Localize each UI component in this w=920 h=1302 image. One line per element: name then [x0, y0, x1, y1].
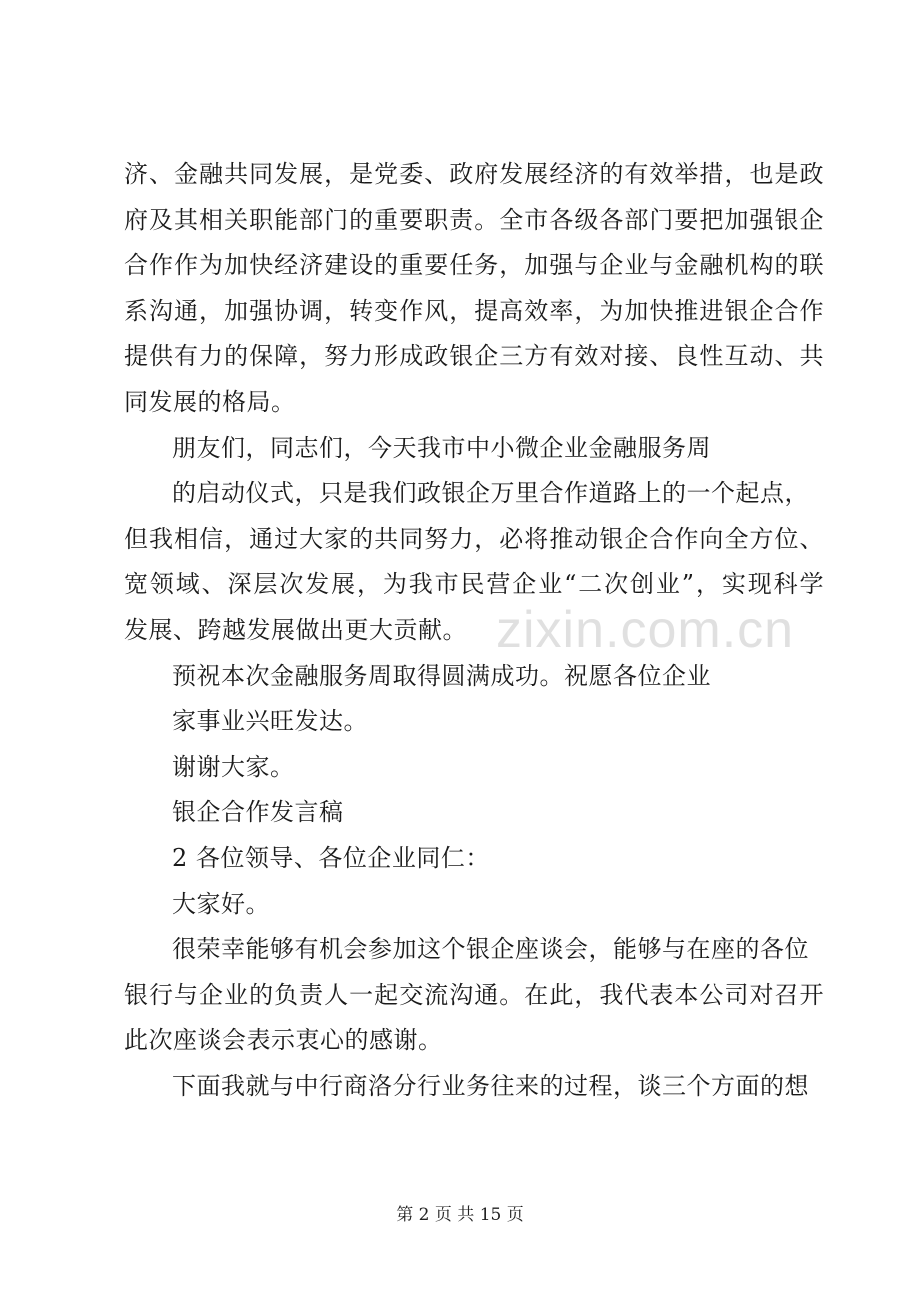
body-line: 此次座谈会表示衷心的感谢。 — [124, 1026, 443, 1055]
body-line: 发展、跨越发展做出更大贡献。 — [124, 615, 467, 644]
document-body — [124, 152, 824, 1109]
greeting-line: 大家好。 — [172, 889, 270, 918]
salutation-line: 2 各位领导、各位企业同仁： — [172, 843, 490, 872]
body-line: 宽领域、深层次发展，为我市民营企业“二次创业”，实现科学 — [124, 570, 824, 599]
page-number-footer: 第 2 页 共 15 页 — [396, 1205, 524, 1225]
watermark: zixin.com.cn — [496, 601, 795, 659]
body-line: 朋友们，同志们，今天我市中小微企业金融服务周 — [172, 433, 711, 462]
body-line: 同发展的格局。 — [124, 387, 296, 416]
body-line: 系沟通，加强协调，转变作风，提高效率，为加快推进银企合作 — [124, 296, 824, 325]
body-line: 但我相信，通过大家的共同努力，必将推动银企合作向全方位、 — [124, 524, 824, 553]
body-line: 济、金融共同发展，是党委、政府发展经济的有效举措，也是政 — [124, 160, 824, 188]
body-line: 提供有力的保障，努力形成政银企三方有效对接、良性互动、共 — [124, 342, 824, 371]
body-line: 家事业兴旺发达。 — [172, 707, 368, 736]
body-line: 府及其相关职能部门的重要职责。全市各级各部门要把加强银企 — [124, 205, 824, 234]
body-line: 谢谢大家。 — [172, 752, 295, 781]
body-line: 合作作为加快经济建设的重要任务，加强与企业与金融机构的联 — [124, 251, 824, 280]
body-line: 的启动仪式，只是我们政银企万里合作道路上的一个起点， — [172, 479, 809, 508]
body-line: 银行与企业的负责人一起交流沟通。在此，我代表本公司对召开 — [124, 980, 824, 1009]
body-line: 下面我就与中行商洛分行业务往来的过程，谈三个方面的想 — [172, 1071, 809, 1100]
body-line: 很荣幸能够有机会参加这个银企座谈会，能够与在座的各位 — [172, 935, 809, 964]
section-heading: 银企合作发言稿 — [172, 798, 344, 827]
body-line: 预祝本次金融服务周取得圆满成功。祝愿各位企业 — [172, 661, 711, 690]
